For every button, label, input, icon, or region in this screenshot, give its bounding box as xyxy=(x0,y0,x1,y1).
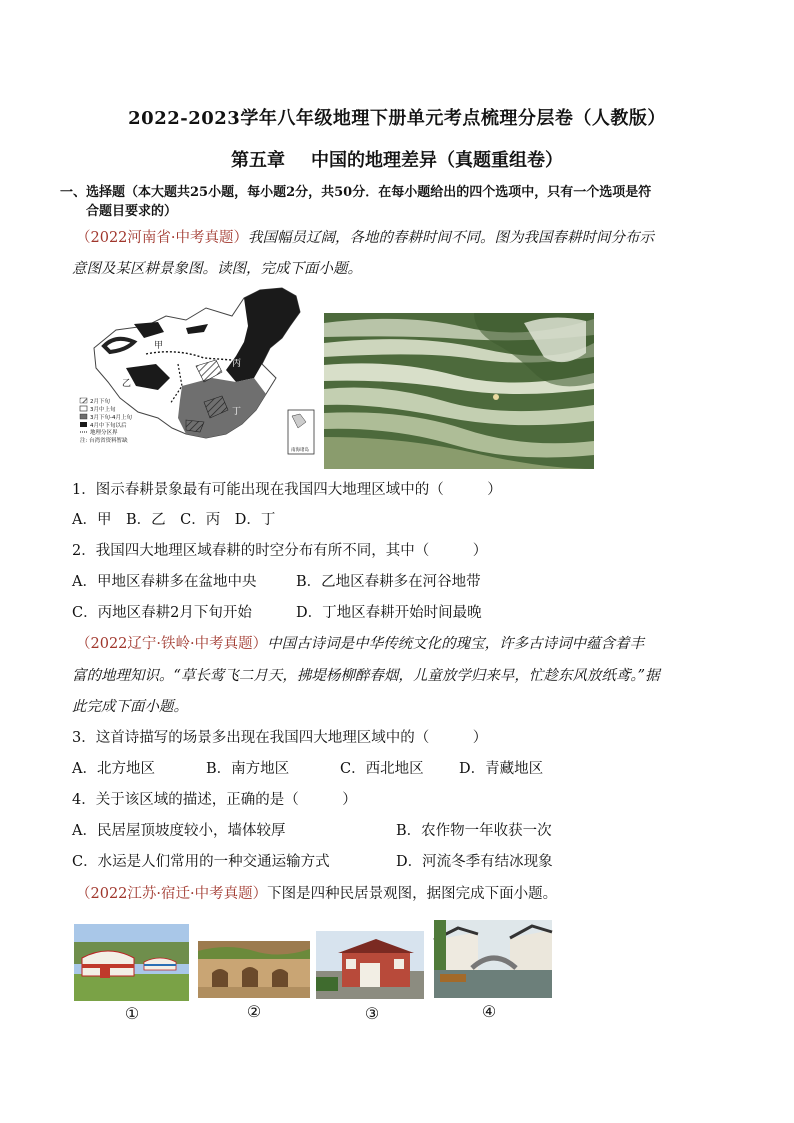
photo-caption-1: ① xyxy=(124,1004,140,1023)
section-heading: 一、选择题（本大题共25小题，每小题2分，共50分．在每小题给出的四个选项中，只有一个选项是符 xyxy=(60,185,652,200)
legend-item-1: 2月下旬 xyxy=(90,399,110,405)
water-town-photo xyxy=(434,920,552,998)
question-4-stem: 4．关于该区域的描述，正确的是（ ） xyxy=(72,792,357,808)
question-1-stem: 1．图示春耕景象最有可能出现在我国四大地理区域中的（ ） xyxy=(72,482,502,498)
group1-text: 我国幅员辽阔，各地的春耕时间不同。图为我国春耕时间分布示 xyxy=(248,230,655,246)
terraced-field-photo xyxy=(324,313,594,469)
photo-caption-3: ③ xyxy=(364,1004,380,1023)
question-2-option-d: D．丁地区春耕开始时间最晚 xyxy=(296,605,482,621)
group2-text: 中国古诗词是中华传统文化的瑰宝，许多古诗词中蕴含着丰 xyxy=(267,636,645,652)
question-2-option-b: B．乙地区春耕多在河谷地带 xyxy=(296,574,481,590)
question-4-option-d: D．河流冬季有结冰现象 xyxy=(396,854,553,870)
question-2-option-a: A．甲地区春耕多在盆地中央 xyxy=(72,574,257,590)
yurt-photo xyxy=(74,924,189,1001)
question-3-option-c: C．西北地区 xyxy=(340,761,424,777)
group2-intro xyxy=(76,632,644,653)
chapter-subtitle: 中国的地理差异（真题重组卷） xyxy=(311,150,563,171)
legend-item-5: 地理分区界 xyxy=(90,430,118,436)
legend-item-2: 3月中上旬 xyxy=(90,407,116,413)
question-4-option-b: B．农作物一年收获一次 xyxy=(396,823,552,839)
group3-text: 下图是四种民居景观图，据图完成下面小题。 xyxy=(267,886,558,902)
southern-house-photo xyxy=(316,931,424,999)
question-4-option-c: C．水运是人们常用的一种交通运输方式 xyxy=(72,854,330,870)
map-legend xyxy=(80,397,132,444)
map-label-yi: 乙 xyxy=(122,379,132,389)
question-1-options: A．甲 B．乙 C．丙 D．丁 xyxy=(72,512,276,528)
question-2-option-c: C．丙地区春耕2月下旬开始 xyxy=(72,605,252,621)
group2-source: （2022辽宁·铁岭·中考真题） xyxy=(76,636,268,652)
chapter-label: 第五章 xyxy=(231,150,285,171)
cave-dwelling-photo xyxy=(198,941,310,998)
map-label-jia: 甲 xyxy=(154,341,164,351)
question-3-stem: 3．这首诗描写的场景多出现在我国四大地理区域中的（ ） xyxy=(72,730,488,746)
page-title: 2022-2023学年八年级地理下册单元考点梳理分层卷（人教版） xyxy=(128,108,666,129)
group1-intro-cont: 意图及某区耕景象图。读图，完成下面小题。 xyxy=(72,261,362,277)
question-2-stem: 2．我国四大地理区域春耕的时空分布有所不同，其中（ ） xyxy=(72,543,488,559)
legend-item-3: 3月下旬-4月上旬 xyxy=(90,415,132,421)
group1-source: （2022河南省·中考真题） xyxy=(76,230,249,246)
chapter-title xyxy=(0,146,794,172)
photo-caption-4: ④ xyxy=(481,1002,497,1021)
question-3-option-b: B．南方地区 xyxy=(206,761,290,777)
legend-item-4: 4月中下旬以后 xyxy=(90,423,127,429)
spring-planting-map xyxy=(80,286,318,458)
map-label-ding: 丁 xyxy=(232,407,242,417)
inset-label: 南海诸岛 xyxy=(291,448,309,453)
map-label-bing: 丙 xyxy=(232,359,242,369)
group1-intro xyxy=(76,226,654,247)
group3-source: （2022江苏·宿迁·中考真题） xyxy=(76,886,268,902)
question-3-option-a: A．北方地区 xyxy=(72,761,155,777)
group2-intro-cont: 富的地理知识。“草长莺飞二月天，拂堤杨柳醉春烟，儿童放学归来早，忙趁东风放纸鸢。”据 xyxy=(72,668,660,684)
question-4-option-a: A．民居屋顶坡度较小，墙体较厚 xyxy=(72,823,286,839)
question-3-option-d: D．青藏地区 xyxy=(459,761,544,777)
group3-intro xyxy=(76,882,557,903)
section-heading-cont: 合题目要求的） xyxy=(86,204,178,219)
map-note: 注: 台湾省资料暂缺 xyxy=(80,438,128,444)
group2-intro-end: 此完成下面小题。 xyxy=(72,699,188,715)
photo-caption-2: ② xyxy=(246,1002,262,1021)
